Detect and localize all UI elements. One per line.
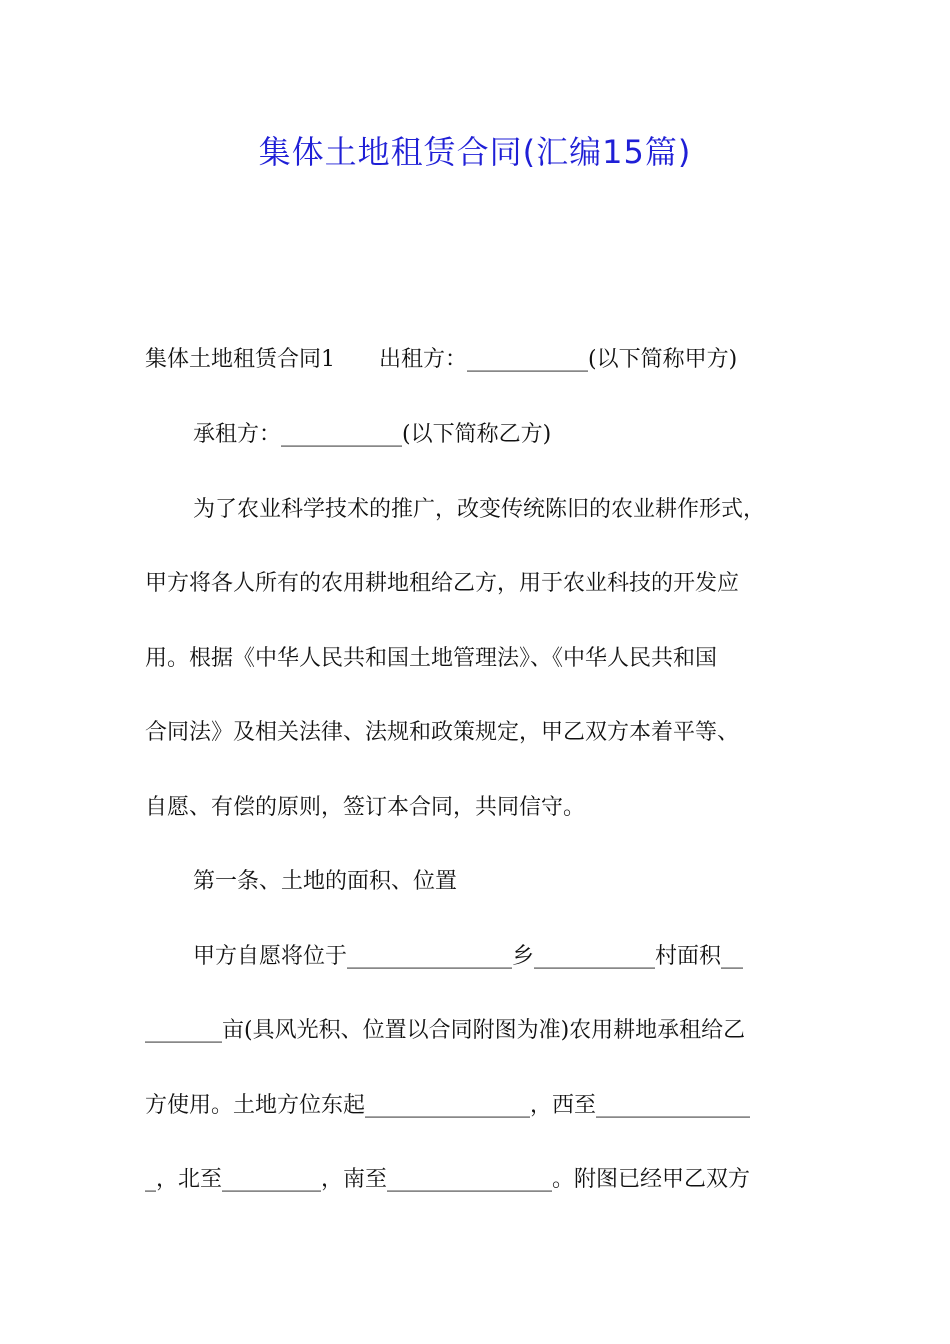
paragraph-line: 承租方：___________(以下简称乙方): [193, 422, 552, 447]
paragraph-line: _______亩(具风光积、位置以合同附图为准)农用耕地承租给乙: [145, 1018, 746, 1043]
paragraph-line: 用。根据《中华人民共和国土地管理法》、《中华人民共和国: [145, 646, 718, 671]
paragraph-line: 甲方将各人所有的农用耕地租给乙方，用于农业科技的开发应: [145, 571, 740, 596]
document-title: 集体土地租赁合同(汇编15篇): [258, 133, 692, 171]
paragraph-line: 甲方自愿将位于_______________乡___________村面积__: [193, 944, 744, 969]
paragraph-line: 集体土地租赁合同1 出租方：___________(以下简称甲方): [145, 347, 738, 372]
paragraph-line: 自愿、有偿的原则，签订本合同，共同信守。: [145, 795, 586, 820]
paragraph-line: _，北至_________，南至_______________。附图已经甲乙双方: [145, 1167, 751, 1192]
paragraph-line: 为了农业科学技术的推广，改变传统陈旧的农业耕作形式，: [193, 497, 766, 522]
section-heading: 第一条、土地的面积、位置: [193, 869, 458, 894]
paragraph-line: 合同法》及相关法律、法规和政策规定，甲乙双方本着平等、: [145, 720, 740, 745]
paragraph-line: 方使用。土地方位东起_______________，西至______________: [145, 1093, 751, 1118]
